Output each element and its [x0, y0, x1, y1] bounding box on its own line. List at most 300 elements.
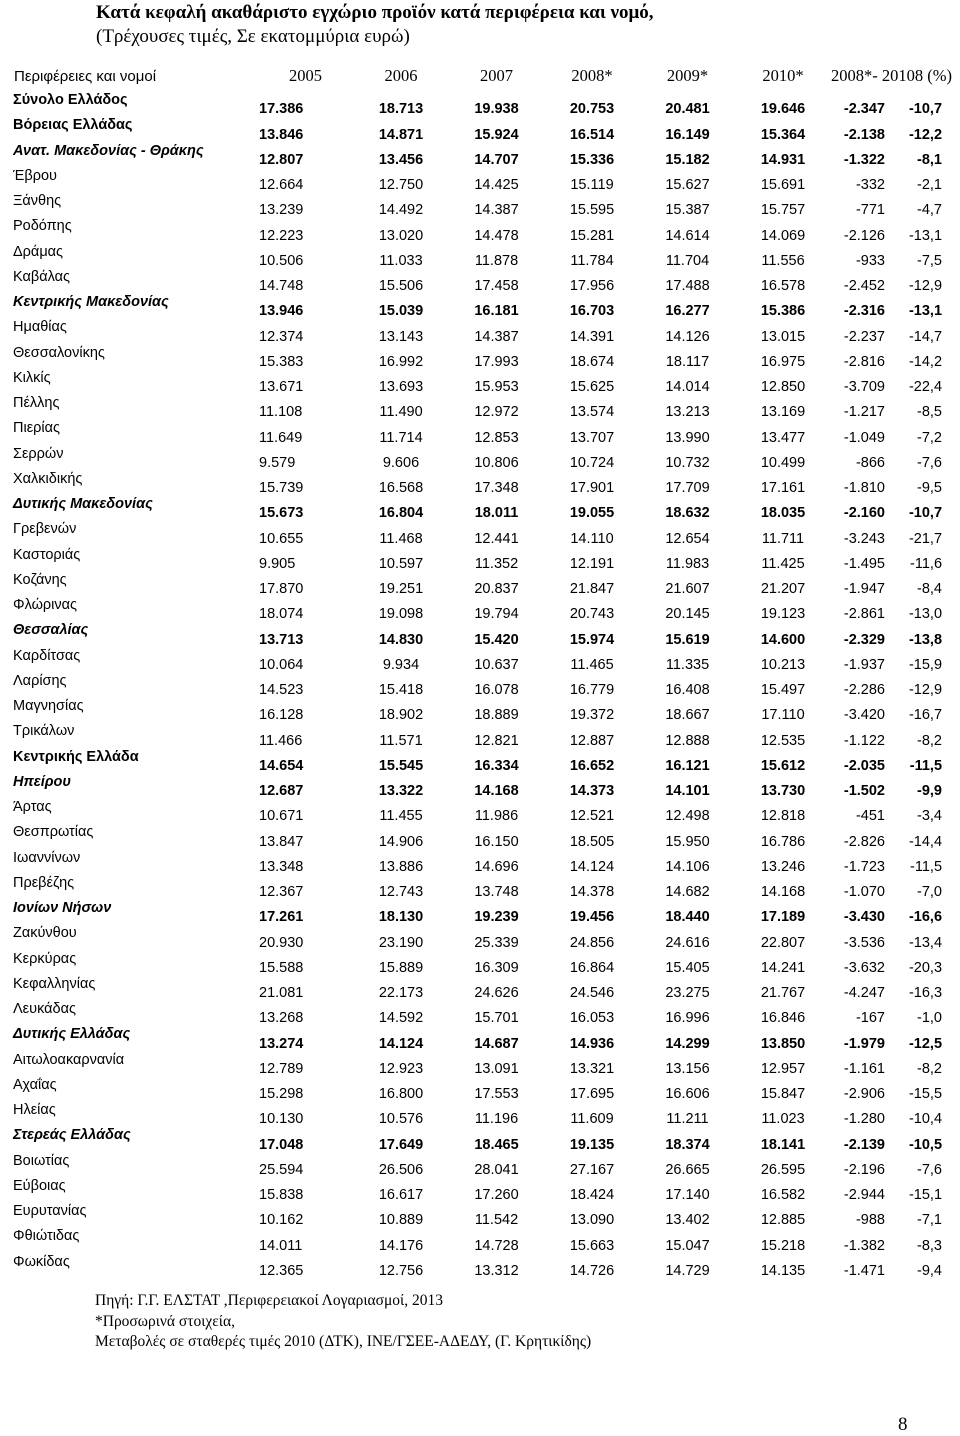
column-header-2007: 2007	[480, 66, 513, 85]
value-cell: 17.870	[259, 581, 304, 597]
value-cell: 10.162	[259, 1212, 304, 1229]
value-cell: 17.901	[569, 480, 615, 496]
table-row	[10, 345, 952, 370]
change-pct-cell: -3,4	[917, 808, 943, 825]
change-abs-cell: -2.196	[843, 1161, 885, 1178]
value-cell: 9.579	[259, 454, 296, 471]
table-row	[10, 143, 952, 168]
value-cell: 14.011	[259, 1237, 303, 1254]
change-pct-cell: -21,7	[908, 530, 943, 547]
value-cell: 14.523	[259, 682, 304, 698]
value-cell: 13.015	[760, 328, 806, 345]
value-cell: 16.975	[760, 353, 806, 370]
value-cell: 12.191	[569, 555, 615, 572]
table-row	[10, 521, 952, 546]
region-name: Βόρειας Ελλάδας	[13, 117, 133, 134]
value-cell: 13.169	[760, 404, 806, 421]
value-cell: 16.606	[665, 1086, 710, 1102]
value-cell: 9.905	[259, 555, 296, 572]
value-cell: 22.173	[378, 985, 424, 1001]
change-pct-cell: -7,1	[917, 1212, 943, 1229]
region-name: Δυτικής Μακεδονίας	[13, 496, 153, 512]
change-abs-cell: -2.347	[843, 101, 885, 118]
value-cell: 20.145	[665, 606, 710, 623]
value-cell: 16.514	[569, 126, 615, 143]
region-name: Φθιώτιδας	[13, 1228, 80, 1245]
change-pct-cell: -15,1	[908, 1187, 943, 1203]
value-cell: 16.309	[474, 959, 519, 976]
value-cell: 12.756	[378, 1262, 424, 1279]
source-note: Πηγή: Γ.Γ. ΕΛΣΤΑΤ ,Περιφερειακοί Λογαριασμοί, 2013	[95, 1292, 443, 1309]
change-abs-cell: -2.160	[843, 505, 885, 522]
value-cell: 16.568	[378, 480, 424, 496]
change-pct-cell: -8,4	[917, 581, 943, 597]
value-cell: 20.837	[474, 581, 519, 597]
change-pct-cell: -8,1	[917, 151, 943, 168]
value-cell: 15.701	[474, 1010, 519, 1027]
value-cell: 19.646	[760, 101, 806, 118]
value-cell: 12.821	[474, 732, 519, 749]
table-row	[10, 92, 952, 117]
value-cell: 11.033	[379, 252, 423, 269]
change-pct-cell: -20,3	[908, 959, 943, 976]
table-row	[10, 1052, 952, 1077]
value-cell: 25.339	[474, 934, 519, 951]
value-cell: 13.850	[760, 1035, 806, 1052]
change-abs-cell: -1.495	[843, 555, 885, 572]
value-cell: 11.542	[474, 1212, 519, 1229]
value-cell: 12.687	[259, 783, 304, 799]
value-cell: 12.789	[259, 1060, 304, 1077]
table-row	[10, 294, 952, 319]
region-name: Ζακύνθου	[13, 925, 77, 942]
value-cell: 10.655	[259, 530, 304, 547]
change-pct-cell: -9,4	[917, 1262, 943, 1279]
change-pct-cell: -7,0	[917, 884, 943, 900]
change-pct-cell: -9,5	[917, 480, 943, 496]
value-cell: 13.268	[259, 1010, 304, 1027]
table-row	[10, 597, 952, 622]
value-cell: 16.786	[760, 833, 806, 850]
value-cell: 28.041	[474, 1161, 519, 1178]
change-pct-cell: -8,5	[917, 404, 943, 421]
value-cell: 20.481	[665, 101, 710, 118]
footnotes	[95, 1291, 591, 1353]
value-cell: 19.372	[569, 707, 615, 724]
value-cell: 14.241	[760, 959, 806, 976]
value-cell: 14.600	[760, 631, 806, 648]
column-header-2009: 2009*	[666, 66, 709, 85]
value-cell: 18.117	[665, 353, 710, 370]
region-name: Σύνολο Ελλάδος	[13, 92, 128, 108]
value-cell: 14.124	[569, 858, 615, 875]
value-cell: 13.091	[474, 1060, 519, 1077]
value-cell: 26.506	[378, 1161, 424, 1178]
value-cell: 11.468	[379, 530, 423, 547]
value-cell: 17.993	[474, 353, 519, 370]
value-cell: 17.348	[474, 480, 519, 496]
change-abs-cell: -2.906	[843, 1086, 885, 1102]
value-cell: 23.190	[378, 934, 424, 951]
method-note: Μεταβολές σε σταθερές τιμές 2010 (ΔΤΚ), ΙΝΕ/ΓΣΕΕ-ΑΔΕΔΥ, (Γ. Κρητικίδης)	[95, 1333, 592, 1350]
value-cell: 14.654	[259, 757, 304, 774]
value-cell: 14.729	[665, 1262, 710, 1279]
value-cell: 15.588	[259, 959, 304, 976]
value-cell: 14.614	[665, 227, 710, 244]
value-cell: 24.856	[569, 934, 615, 951]
value-cell: 17.695	[569, 1086, 615, 1102]
value-cell: 16.804	[378, 505, 424, 522]
table-row	[10, 395, 952, 420]
value-cell: 15.625	[569, 379, 615, 395]
value-cell: 12.743	[378, 884, 424, 900]
region-name: Βοιωτίας	[13, 1152, 70, 1169]
change-pct-cell: -10,4	[908, 1111, 943, 1128]
value-cell: 18.424	[569, 1187, 615, 1203]
change-abs-cell: -2.452	[843, 278, 885, 294]
value-cell: 16.277	[665, 303, 710, 320]
value-cell: 10.732	[665, 454, 710, 471]
value-cell: 16.652	[569, 757, 615, 774]
change-abs-cell: -2.237	[843, 328, 885, 345]
value-cell: 12.521	[569, 808, 615, 825]
value-cell: 14.478	[474, 227, 519, 244]
change-pct-cell: -7,5	[917, 252, 943, 269]
value-cell: 12.223	[259, 227, 304, 244]
change-pct-cell: -13,8	[908, 631, 943, 648]
table-row	[10, 749, 952, 774]
table-header	[10, 60, 952, 92]
value-cell: 11.196	[474, 1111, 519, 1128]
value-cell: 11.704	[665, 252, 710, 269]
table-row	[10, 1178, 952, 1203]
value-cell: 12.365	[259, 1262, 304, 1279]
value-cell: 14.696	[474, 858, 519, 875]
value-cell: 13.713	[259, 631, 304, 648]
value-cell: 16.128	[259, 707, 304, 724]
value-cell: 11.571	[379, 732, 423, 749]
value-cell: 17.110	[761, 707, 805, 724]
value-cell: 18.505	[569, 833, 615, 850]
value-cell: 19.055	[569, 505, 615, 522]
change-abs-cell: -771	[855, 202, 885, 219]
value-cell: 13.748	[474, 884, 519, 900]
value-cell: 14.871	[378, 126, 424, 143]
value-cell: 24.546	[569, 985, 615, 1001]
change-abs-cell: -3.709	[843, 379, 885, 395]
value-cell: 15.691	[760, 177, 806, 193]
region-name: Ξάνθης	[13, 193, 62, 209]
change-abs-cell: -2.861	[843, 606, 885, 623]
value-cell: 14.101	[665, 783, 710, 799]
value-cell: 14.014	[665, 379, 710, 395]
change-abs-cell: -988	[855, 1212, 885, 1229]
value-cell: 11.711	[761, 530, 805, 547]
value-cell: 16.864	[569, 959, 615, 976]
region-name: Αχαΐας	[13, 1076, 57, 1093]
change-pct-cell: -8,3	[917, 1237, 943, 1254]
change-pct-cell: -14,7	[908, 328, 943, 345]
value-cell: 11.878	[474, 252, 519, 269]
change-pct-cell: -8,2	[917, 732, 943, 749]
change-pct-cell: -11,5	[909, 757, 943, 774]
value-cell: 12.853	[474, 429, 519, 446]
region-name: Σερρών	[13, 445, 64, 462]
change-pct-cell: -8,2	[917, 1060, 943, 1077]
value-cell: 16.703	[569, 303, 615, 320]
change-abs-cell: -2.139	[843, 1136, 885, 1153]
region-name: Καστοριάς	[13, 546, 81, 563]
region-name: Κεντρικής Μακεδονίας	[13, 294, 169, 310]
value-cell: 16.617	[378, 1187, 424, 1203]
value-cell: 19.938	[474, 101, 519, 118]
region-name: Αιτωλοακαρνανία	[13, 1051, 125, 1068]
table-row	[10, 572, 952, 597]
change-abs-cell: -1.937	[843, 656, 885, 673]
change-abs-cell: -2.035	[843, 757, 885, 774]
value-cell: 18.130	[378, 909, 424, 926]
value-cell: 12.818	[760, 808, 806, 825]
region-name: Λευκάδας	[13, 1001, 76, 1017]
value-cell: 16.846	[760, 1010, 806, 1027]
change-abs-cell: -3.420	[843, 707, 885, 724]
value-cell: 12.664	[259, 177, 304, 193]
value-cell: 19.251	[378, 581, 424, 597]
value-cell: 13.402	[665, 1212, 710, 1229]
value-cell: 15.950	[665, 833, 710, 850]
column-header-2010: 2010*	[762, 66, 804, 85]
value-cell: 13.456	[378, 151, 424, 168]
change-pct-cell: -10,7	[908, 101, 943, 118]
page-subtitle: (Τρέχουσες τιμές, Σε εκατομμύρια ευρώ)	[96, 26, 410, 47]
value-cell: 17.649	[378, 1136, 424, 1153]
value-cell: 13.156	[665, 1060, 710, 1077]
change-abs-cell: -2.944	[843, 1187, 885, 1203]
region-name: Κοζάνης	[13, 571, 67, 588]
value-cell: 13.143	[378, 328, 424, 345]
change-pct-cell: -9,9	[917, 783, 943, 799]
value-cell: 10.671	[259, 808, 304, 825]
region-name: Στερεάς Ελλάδας	[13, 1127, 131, 1144]
value-cell: 11.466	[259, 732, 303, 749]
table-row	[10, 1026, 952, 1051]
table-row	[10, 723, 952, 748]
region-name: Κερκύρας	[13, 950, 77, 967]
value-cell: 15.383	[259, 353, 304, 370]
change-abs-cell: -1.217	[843, 404, 885, 421]
value-cell: 10.213	[760, 656, 806, 673]
change-pct-cell: -16,6	[908, 909, 943, 926]
value-cell: 14.728	[474, 1237, 519, 1254]
change-pct-cell: -16,7	[908, 707, 943, 724]
value-cell: 14.299	[665, 1035, 710, 1052]
value-cell: 15.838	[259, 1187, 304, 1203]
change-pct-cell: -11,6	[910, 555, 943, 572]
value-cell: 18.674	[569, 353, 615, 370]
value-cell: 14.682	[665, 884, 710, 900]
value-cell: 14.378	[569, 884, 615, 900]
value-cell: 14.387	[474, 328, 519, 345]
value-cell: 15.739	[259, 480, 304, 496]
value-cell: 16.408	[665, 682, 710, 698]
gdp-table	[10, 60, 952, 1279]
change-pct-cell: -14,4	[908, 833, 943, 850]
value-cell: 17.140	[665, 1187, 710, 1203]
value-cell: 18.141	[760, 1136, 806, 1153]
value-cell: 11.023	[761, 1111, 805, 1128]
value-cell: 14.830	[378, 631, 424, 648]
change-abs-cell: -1.471	[843, 1262, 885, 1279]
region-name: Χαλκιδικής	[13, 470, 83, 487]
value-cell: 13.847	[259, 833, 304, 850]
value-cell: 17.386	[259, 101, 304, 118]
value-cell: 13.348	[259, 858, 304, 875]
value-cell: 15.281	[569, 227, 615, 244]
region-name: Κιλκίς	[13, 369, 51, 386]
value-cell: 11.556	[761, 252, 805, 269]
value-cell: 12.957	[760, 1060, 806, 1077]
value-cell: 13.090	[569, 1212, 615, 1229]
change-abs-cell: -1.122	[843, 732, 885, 749]
change-pct-cell: -7,6	[917, 1161, 943, 1178]
value-cell: 15.612	[760, 757, 806, 774]
region-name: Άρτας	[13, 799, 52, 815]
change-pct-cell: -13,0	[908, 606, 943, 623]
value-cell: 17.553	[474, 1086, 519, 1102]
value-cell: 14.931	[760, 151, 806, 168]
value-cell: 13.239	[259, 202, 304, 219]
value-cell: 13.246	[760, 858, 806, 875]
value-cell: 10.637	[474, 656, 519, 673]
value-cell: 24.626	[474, 985, 519, 1001]
value-cell: 19.794	[474, 606, 519, 623]
value-cell: 10.806	[474, 454, 519, 471]
value-cell: 14.168	[760, 884, 806, 900]
table-row	[10, 1077, 952, 1102]
value-cell: 13.274	[259, 1035, 304, 1052]
change-abs-cell: -866	[855, 454, 885, 471]
value-cell: 14.726	[569, 1262, 615, 1279]
value-cell: 10.499	[760, 454, 806, 471]
region-name: Φωκίδας	[13, 1253, 70, 1270]
value-cell: 18.632	[665, 505, 710, 522]
table-row	[10, 648, 952, 673]
value-cell: 11.211	[666, 1111, 709, 1128]
value-cell: 18.074	[259, 606, 304, 623]
region-name: Θεσσαλίας	[13, 622, 89, 639]
change-abs-cell: -1.810	[843, 480, 885, 496]
change-pct-cell: -14,2	[908, 353, 943, 370]
table-row	[10, 269, 952, 294]
value-cell: 14.135	[760, 1262, 806, 1279]
value-cell: 12.888	[665, 732, 710, 749]
value-cell: 16.181	[474, 303, 519, 320]
change-abs-cell: -2.126	[843, 227, 885, 244]
value-cell: 11.986	[474, 808, 519, 825]
change-abs-cell: -2.286	[843, 682, 885, 698]
value-cell: 9.606	[382, 454, 420, 471]
value-cell: 12.750	[378, 177, 424, 193]
page-title: Κατά κεφαλή ακαθάριστο εγχώριο προϊόν κατά περιφέρεια και νομό,	[96, 2, 654, 23]
change-abs-cell: -1.049	[843, 429, 885, 446]
value-cell: 12.923	[378, 1060, 424, 1077]
value-cell: 15.405	[665, 959, 710, 976]
region-name: Δράμας	[13, 243, 64, 260]
value-cell: 13.020	[378, 227, 424, 244]
change-pct-cell: -15,5	[908, 1086, 943, 1102]
value-cell: 11.352	[474, 555, 519, 572]
value-cell: 17.488	[665, 278, 710, 294]
change-pct-cell: -10,5	[908, 1136, 943, 1153]
value-cell: 11.425	[761, 555, 805, 572]
region-name: Θεσπρωτίας	[13, 824, 94, 841]
table-row	[10, 244, 952, 269]
table-row	[10, 1102, 952, 1127]
table-body	[10, 92, 952, 1279]
change-abs-cell: -1.322	[843, 151, 885, 168]
value-cell: 16.334	[474, 757, 519, 774]
change-pct-cell: -1,0	[917, 1010, 943, 1027]
value-cell: 13.671	[259, 379, 304, 395]
value-cell: 10.724	[569, 454, 615, 471]
region-name: Κεφαλληνίας	[13, 975, 96, 992]
change-pct-cell: -11,5	[910, 858, 943, 875]
value-cell: 14.936	[569, 1035, 615, 1052]
value-cell: 15.119	[570, 177, 614, 193]
value-cell: 17.189	[760, 909, 806, 926]
value-cell: 16.800	[378, 1086, 424, 1102]
value-cell: 18.667	[665, 707, 710, 724]
value-cell: 13.477	[760, 429, 806, 446]
value-cell: 15.506	[378, 278, 424, 294]
change-abs-cell: -3.632	[843, 959, 885, 976]
value-cell: 14.106	[665, 858, 710, 875]
region-name: Φλώρινας	[13, 597, 78, 613]
value-cell: 13.693	[378, 379, 424, 395]
region-name: Καβάλας	[13, 268, 71, 285]
value-cell: 14.748	[259, 278, 304, 294]
value-cell: 18.902	[378, 707, 424, 724]
region-name: Ροδόπης	[13, 218, 72, 235]
value-cell: 18.465	[474, 1136, 519, 1153]
region-name: Ευρυτανίας	[13, 1203, 87, 1219]
region-name: Μαγνησίας	[13, 698, 84, 714]
provisional-note: *Προσωρινά στοιχεία,	[95, 1312, 235, 1330]
change-abs-cell: -1.070	[843, 884, 885, 900]
change-pct-cell: -7,6	[917, 454, 943, 471]
value-cell: 21.847	[569, 581, 615, 597]
value-cell: 13.886	[378, 858, 424, 875]
region-name: Εύβοιας	[13, 1177, 66, 1194]
change-abs-cell: -1.723	[843, 858, 885, 875]
table-row	[10, 446, 952, 471]
table-row	[10, 218, 952, 243]
value-cell: 14.592	[378, 1010, 424, 1027]
value-cell: 11.490	[379, 404, 423, 421]
value-cell: 20.743	[569, 606, 615, 623]
region-name: Τρικάλων	[13, 723, 75, 740]
value-cell: 16.078	[474, 682, 519, 698]
value-cell: 12.498	[665, 808, 710, 825]
column-header-region: Περιφέρειες και νομοί	[14, 67, 157, 85]
value-cell: 9.934	[382, 656, 420, 673]
value-cell: 15.386	[760, 303, 806, 320]
change-pct-cell: -12,5	[908, 1035, 943, 1052]
change-pct-cell: -7,2	[917, 429, 943, 446]
value-cell: 14.391	[569, 328, 615, 345]
table-row	[10, 496, 952, 521]
table-row	[10, 951, 952, 976]
